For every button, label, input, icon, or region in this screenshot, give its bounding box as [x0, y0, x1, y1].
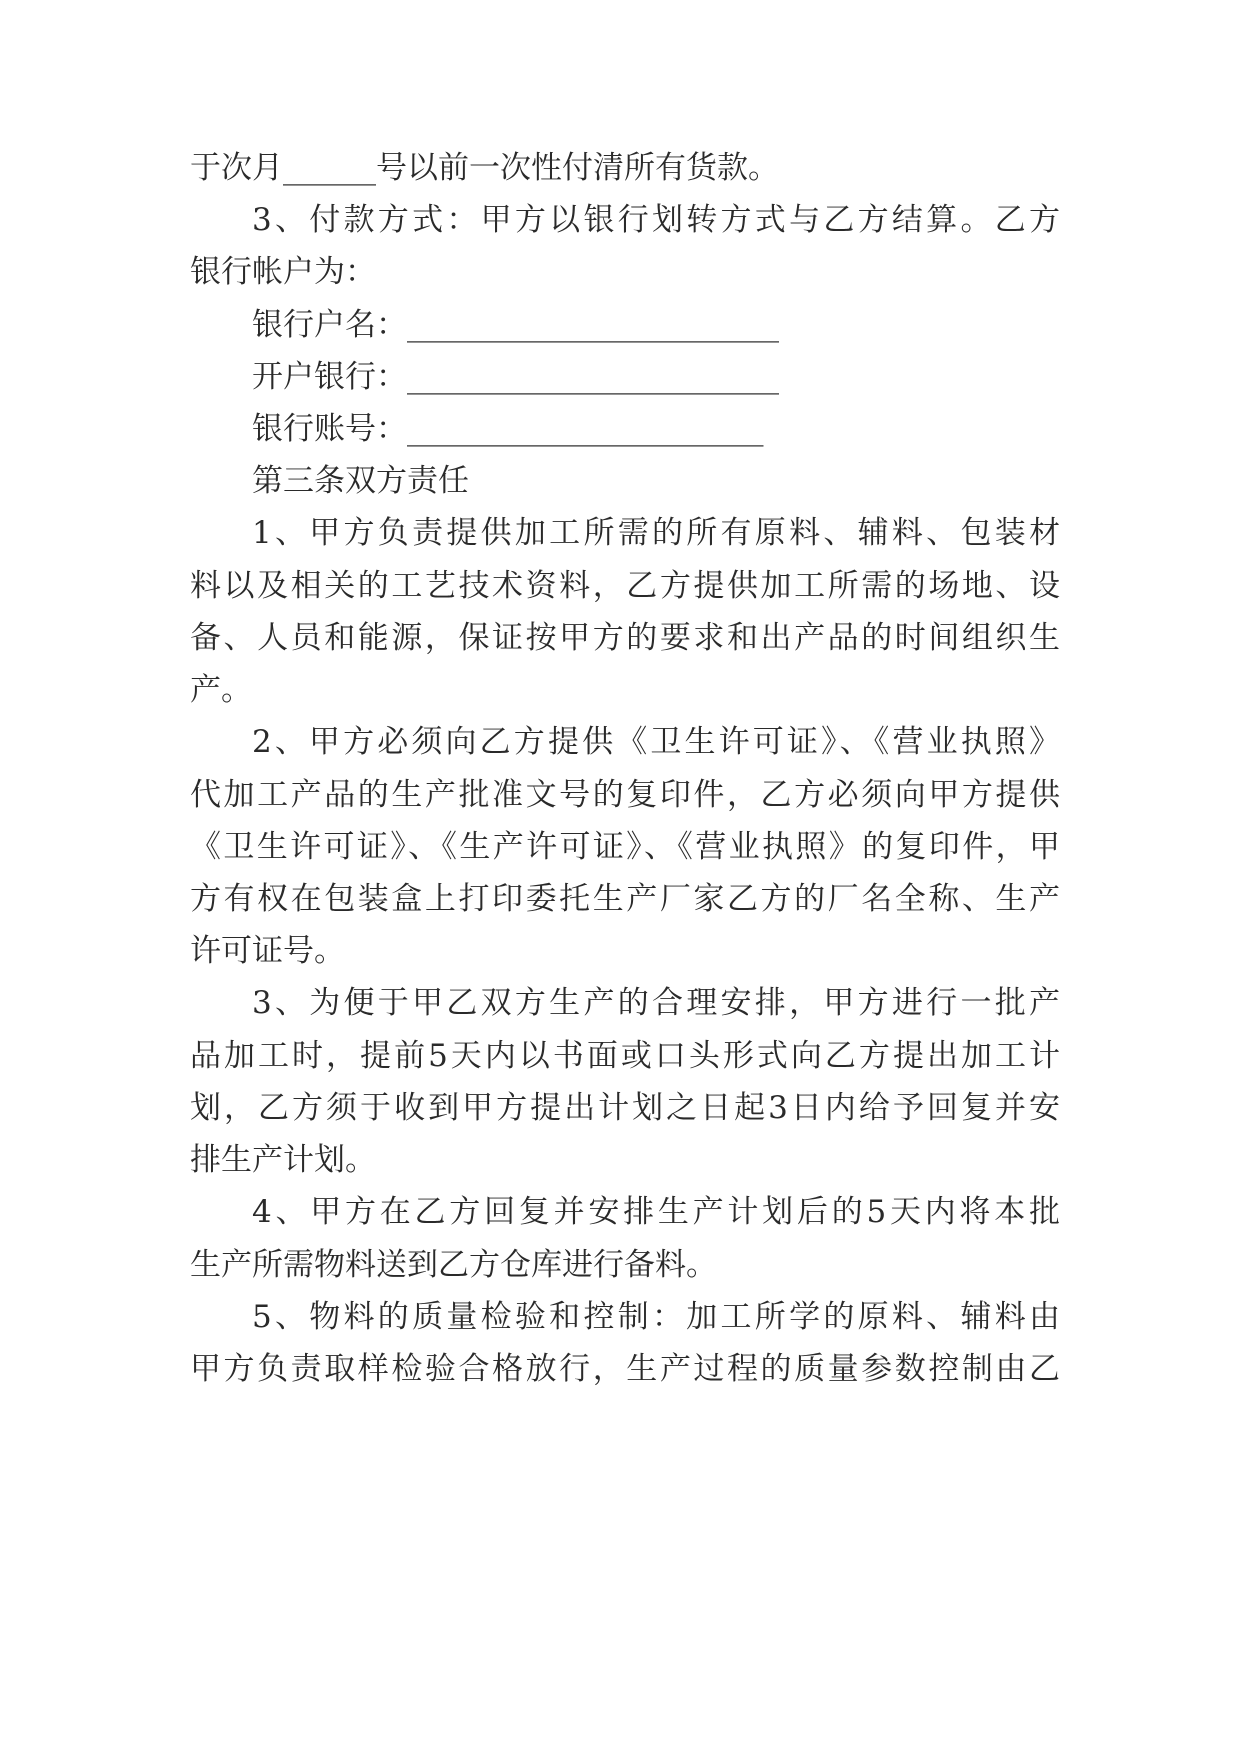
text-line: 划，乙方须于收到甲方提出计划之日起3日内给予回复并安 — [190, 1090, 1060, 1126]
text-line: 代加工产品的生产批准文号的复印件，乙方必须向甲方提供 — [190, 777, 1060, 813]
text-line: 5、物料的质量检验和控制：加工所学的原料、辅料由 — [252, 1299, 1060, 1335]
text-line: 3、付款方式：甲方以银行划转方式与乙方结算。乙方 — [252, 202, 1060, 238]
text-line: 许可证号。 — [190, 933, 345, 969]
text-line: 开户银行：________________________ — [252, 359, 779, 395]
text-line: 银行户名：________________________ — [252, 307, 779, 343]
text-line: 银行账号：_______________________ — [252, 411, 764, 447]
text-line: 《卫生许可证》、《生产许可证》、《营业执照》的复印件，甲 — [190, 829, 1060, 865]
text-line: 甲方负责取样检验合格放行，生产过程的质量参数控制由乙 — [190, 1351, 1060, 1387]
text-line: 排生产计划。 — [190, 1142, 376, 1178]
text-line: 2、甲方必须向乙方提供《卫生许可证》、《营业执照》 — [252, 724, 1060, 760]
text-line: 3、为便于甲乙双方生产的合理安排，甲方进行一批产 — [252, 985, 1060, 1021]
text-line: 产。 — [190, 672, 252, 708]
text-line: 方有权在包装盒上打印委托生产厂家乙方的厂名全称、生产 — [190, 881, 1060, 917]
text-line: 于次月______号以前一次性付清所有货款。 — [190, 150, 779, 186]
text-line: 1、甲方负责提供加工所需的所有原料、辅料、包装材 — [252, 515, 1060, 551]
text-line: 4、甲方在乙方回复并安排生产计划后的5天内将本批 — [252, 1194, 1060, 1230]
text-line: 料以及相关的工艺技术资料，乙方提供加工所需的场地、设 — [190, 568, 1060, 604]
section-heading: 第三条双方责任 — [252, 463, 469, 499]
text-line: 备、人员和能源，保证按甲方的要求和出产品的时间组织生 — [190, 620, 1060, 656]
text-line: 品加工时，提前5天内以书面或口头形式向乙方提出加工计 — [190, 1038, 1060, 1074]
text-line: 银行帐户为： — [190, 254, 376, 290]
text-line: 生产所需物料送到乙方仓库进行备料。 — [190, 1247, 717, 1283]
